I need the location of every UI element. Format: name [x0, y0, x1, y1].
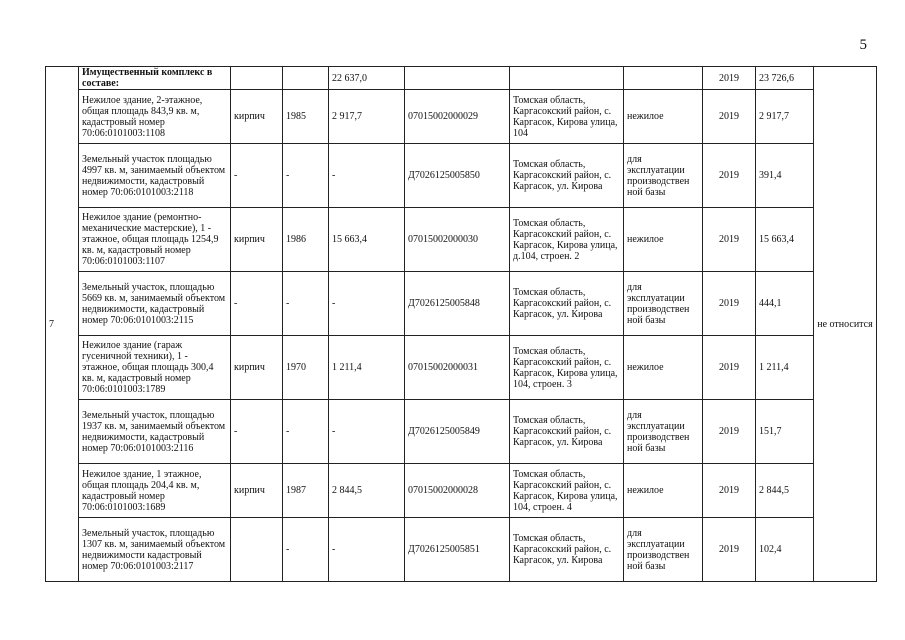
row-address: Томская область, Каргасокский район, с. Каргасок, ул. Кирова [510, 518, 624, 582]
row-purpose: нежилое [624, 336, 703, 400]
group-value: 22 637,0 [329, 67, 405, 90]
row-description: Земельный участок, площадью 1307 кв. м, занимаемый объектом недвижимости кадастровый номер 70:06:0101003:2117 [79, 518, 231, 582]
row-inventory-number: 07015002000028 [405, 464, 510, 518]
row-value: 2 917,7 [329, 90, 405, 144]
row-year: 2019 [703, 208, 756, 272]
row-inventory-number: Д7026125005850 [405, 144, 510, 208]
row-cadastral-value: 391,4 [756, 144, 814, 208]
row-description: Земельный участок площадью 4997 кв. м, занимаемый объектом недвижимости, кадастровый номер 70:06:0101003:2118 [79, 144, 231, 208]
row-cadastral-value: 15 663,4 [756, 208, 814, 272]
group-address [510, 67, 624, 90]
page-number: 5 [859, 37, 867, 53]
row-value: 2 844,5 [329, 464, 405, 518]
row-address: Томская область, Каргасокский район, с. Каргасок, Кирова улица, 104 [510, 90, 624, 144]
row-purpose: нежилое [624, 464, 703, 518]
row-description: Нежилое здание, 1 этажное, общая площадь 204,4 кв. м, кадастровый номер 70:06:0101003:1689 [79, 464, 231, 518]
row-cadastral-value: 151,7 [756, 400, 814, 464]
row-address: Томская область, Каргасокский район, с. Каргасок, ул. Кирова [510, 272, 624, 336]
row-value: - [329, 518, 405, 582]
row-number: 7 [46, 67, 79, 582]
table-row [46, 336, 877, 400]
row-inventory-number: 07015002000030 [405, 208, 510, 272]
row-year: 2019 [703, 518, 756, 582]
row-material: - [231, 400, 283, 464]
row-purpose: для эксплуатации производствен ной базы [624, 144, 703, 208]
row-material: кирпич [231, 208, 283, 272]
table-row [46, 90, 877, 144]
row-year: 2019 [703, 144, 756, 208]
row-inventory-number: Д7026125005849 [405, 400, 510, 464]
row-address: Томская область, Каргасокский район, с. Каргасок, ул. Кирова [510, 400, 624, 464]
table-row [46, 464, 877, 518]
row-inventory-number: 07015002000029 [405, 90, 510, 144]
row-built: - [283, 518, 329, 582]
row-built: 1987 [283, 464, 329, 518]
group-row [46, 67, 877, 90]
row-address: Томская область, Каргасокский район, с. Каргасок, Кирова улица, 104, строен. 3 [510, 336, 624, 400]
row-year: 2019 [703, 400, 756, 464]
row-description: Нежилое здание (ремонтно-механические мастерские), 1 - этажное, общая площадь 1254,9 кв. м, кадастровый номер 70:06:0101003:1107 [79, 208, 231, 272]
row-built: 1985 [283, 90, 329, 144]
table-row [46, 400, 877, 464]
row-year: 2019 [703, 464, 756, 518]
row-cadastral-value: 2 917,7 [756, 90, 814, 144]
row-cadastral-value: 1 211,4 [756, 336, 814, 400]
row-inventory-number: Д7026125005848 [405, 272, 510, 336]
row-value: - [329, 144, 405, 208]
row-built: - [283, 400, 329, 464]
group-purpose [624, 67, 703, 90]
row-built: - [283, 272, 329, 336]
table-row [46, 518, 877, 582]
row-built: 1970 [283, 336, 329, 400]
row-material: - [231, 144, 283, 208]
group-title: Имущественный комплекс в составе: [79, 67, 231, 90]
row-year: 2019 [703, 336, 756, 400]
row-value: - [329, 400, 405, 464]
row-built: 1986 [283, 208, 329, 272]
row-description: Земельный участок, площадью 1937 кв. м, занимаемый объектом недвижимости, кадастровый номер 70:06:0101003:2116 [79, 400, 231, 464]
relation-note: не относится [814, 67, 877, 582]
group-year: 2019 [703, 67, 756, 90]
property-table [45, 66, 877, 582]
row-address: Томская область, Каргасокский район, с. Каргасок, ул. Кирова [510, 144, 624, 208]
row-year: 2019 [703, 90, 756, 144]
table-row [46, 144, 877, 208]
row-value: 1 211,4 [329, 336, 405, 400]
row-address: Томская область, Каргасокский район, с. Каргасок, Кирова улица, д.104, строен. 2 [510, 208, 624, 272]
row-material: - [231, 272, 283, 336]
row-built: - [283, 144, 329, 208]
row-purpose: нежилое [624, 208, 703, 272]
row-inventory-number: Д7026125005851 [405, 518, 510, 582]
row-description: Нежилое здание (гараж гусеничной техники), 1 - этажное, общая площадь 300,4 кв. м, кадастровый номер 70:06:0101003:1789 [79, 336, 231, 400]
table-row [46, 208, 877, 272]
group-inventory [405, 67, 510, 90]
table-row [46, 272, 877, 336]
row-inventory-number: 07015002000031 [405, 336, 510, 400]
row-description: Земельный участок, площадью 5669 кв. м, занимаемый объектом недвижимости, кадастровый номер 70:06:0101003:2115 [79, 272, 231, 336]
row-value: - [329, 272, 405, 336]
group-material [231, 67, 283, 90]
row-purpose: для эксплуатации производствен ной базы [624, 400, 703, 464]
row-purpose: для эксплуатации производствен ной базы [624, 518, 703, 582]
row-material [231, 518, 283, 582]
row-description: Нежилое здание, 2-этажное, общая площадь 843,9 кв. м, кадастровый номер 70:06:0101003:1108 [79, 90, 231, 144]
group-built [283, 67, 329, 90]
row-address: Томская область, Каргасокский район, с. Каргасок, Кирова улица, 104, строен. 4 [510, 464, 624, 518]
row-cadastral-value: 444,1 [756, 272, 814, 336]
row-purpose: для эксплуатации производствен ной базы [624, 272, 703, 336]
row-material: кирпич [231, 90, 283, 144]
row-material: кирпич [231, 464, 283, 518]
row-cadastral-value: 2 844,5 [756, 464, 814, 518]
group-cadastral-value: 23 726,6 [756, 67, 814, 90]
row-cadastral-value: 102,4 [756, 518, 814, 582]
row-material: кирпич [231, 336, 283, 400]
row-value: 15 663,4 [329, 208, 405, 272]
row-purpose: нежилое [624, 90, 703, 144]
row-year: 2019 [703, 272, 756, 336]
